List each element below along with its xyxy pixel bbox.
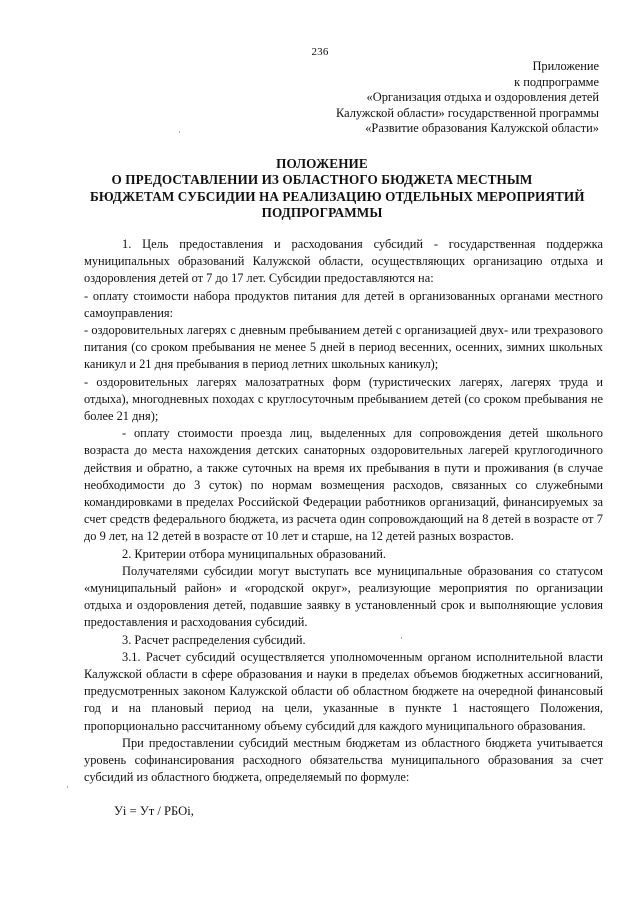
title-line: О ПРЕДОСТАВЛЕНИИ ИЗ ОБЛАСТНОГО БЮДЖЕТА МЕСТНЫМ — [111, 172, 533, 188]
section-heading: 3. Расчет распределения субсидий. — [122, 632, 306, 647]
list-item: - оздоровительных лагерях с дневным пребыванием детей с организацией двух- или трехразового питания (со сроком пребывания не менее 5 дней в период весенних, осенних, зимних школьных каникул и 21 дня пребывания в период летних школьных каникул); — [84, 323, 603, 372]
appendix-line: к подпрограмме — [514, 74, 599, 89]
title-line: ПОДПРОГРАММЫ — [261, 205, 383, 221]
list-item: - оздоровительных лагерях малозатратных форм (туристических лагерях, лагерях труда и отдыха), многодневных походах с круглосуточным пребыванием детей (со сроком пребывания не более 21 дня); — [84, 374, 603, 424]
list-item: - оплату стоимости проезда лиц, выделенных для сопровождения детей школьного возраста до места нахождения детских санаторных оздоровительных лагерей круглогодичного действия и обратно, а также суточных на время их пребывания в пути и проживания (в случае необходимости до 3 суток) по нормам возмещения расходов, связанных со служебными командировками в пределах Российской Федерации работников организаций, финансируемых за счет средств федерального бюджета, из расчета один сопровождающий на 8 детей в возрасте от 7 до 9 лет, на 12 детей в возрасте от 10 лет и старше, на 12 детей разных возрастов. — [84, 426, 603, 544]
document-body — [84, 236, 603, 787]
title-line: БЮДЖЕТАМ СУБСИДИИ НА РЕАЛИЗАЦИЮ ОТДЕЛЬНЫХ МЕРОПРИЯТИЙ — [90, 188, 585, 204]
scan-speck: · — [66, 782, 69, 792]
scan-speck: · — [178, 127, 181, 137]
paragraph-purpose: 1. Цель предоставления и расходования субсидий - государственная поддержка муниципальных образований Калужской области, осуществляющих организацию отдыха и оздоровления детей от 7 до 17 лет. Субсидии предоставляются на: — [84, 237, 603, 286]
appendix-line: «Организация отдыха и оздоровления детей — [366, 90, 599, 105]
page-number: 236 — [311, 46, 329, 58]
section-heading: 2. Критерии отбора муниципальных образований. — [122, 546, 386, 561]
appendix-line: «Развитие образования Калужской области» — [365, 121, 599, 136]
title-line: ПОЛОЖЕНИЕ — [276, 156, 368, 171]
appendix-line: Приложение — [532, 59, 599, 73]
appendix-line: Калужской области» государственной программы — [336, 105, 599, 120]
paragraph-cofinancing: При предоставлении субсидий местным бюджетам из областного бюджета учитывается уровень софинансирования расходного обязательства муниципального образования за счет субсидий из областного бюджета, определяемый по формуле: — [84, 735, 603, 785]
paragraph-recipients: Получателями субсидии могут выступать все муниципальные образования со статусом «муниципальный район» и «городской округ», реализующие мероприятия по организации отдыха и оздоровления детей, подавшие заявку в установленный срок и выполняющие условия предоставления и расходования субсидий. — [84, 563, 603, 630]
formula: Уi = Ут / РБОi, — [114, 804, 194, 818]
appendix-block — [239, 59, 599, 137]
list-item: - оплату стоимости набора продуктов питания для детей в организованных органами местного самоуправления: — [84, 288, 603, 320]
paragraph-calculation: 3.1. Расчет субсидий осуществляется уполномоченным органом исполнительной власти Калужской области в сфере образования и науки в пределах объемов бюджетных ассигнований, предусмотренных законом Калужской области об областном бюджете на очередной финансовый год и на плановый период на цели, указанные в пункте 1 настоящего Положения, пропорционально рассчитанному объему субсидий для каждого муниципального образования. — [84, 649, 603, 733]
document-title — [90, 156, 585, 222]
scan-speck: · — [400, 633, 403, 643]
